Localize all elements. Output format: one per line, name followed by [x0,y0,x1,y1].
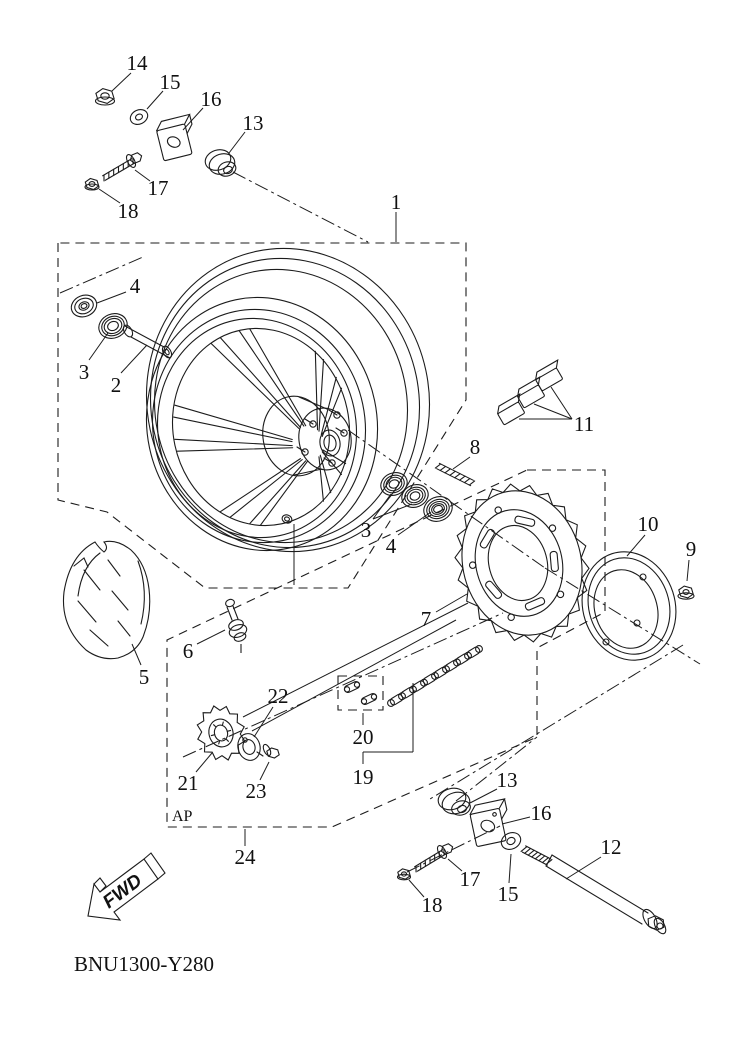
callout-23: 23 [245,779,267,803]
callout-leader-8 [453,457,470,469]
callout-18: 18 [117,199,139,223]
callout-leader-7 [436,594,467,612]
part-2-spacer-collar [122,324,174,360]
callout-12: 12 [600,835,622,859]
assembly-box-chain [167,470,605,827]
callout-13: 13 [242,111,264,135]
part-8-stud [435,463,474,485]
callout-17: 17 [147,176,169,200]
part-22-retainer-plate [235,731,263,763]
callout-2: 2 [110,373,122,397]
centerlines [60,172,700,872]
callout-11: 11 [573,412,595,436]
part-14-flange-nut [96,89,115,105]
callout-9: 9 [685,537,697,561]
callout-leader-15 [509,854,511,883]
part-13-adjuster-top [203,146,238,178]
part-9-nut [678,586,694,599]
callout-leader-21 [196,753,212,772]
part-20-master-link [343,680,378,705]
callout-16: 16 [200,87,222,111]
callout-10: 10 [637,512,659,536]
part-12-axle [521,846,668,936]
callout-4: 4 [385,534,397,558]
callout-leader-23 [260,762,269,780]
callout-22: 22 [267,684,289,708]
part-17-bolt-bottom [415,844,453,872]
part-18-nut-top [85,179,99,191]
callout-leader-16 [502,817,530,824]
part-11-balance-weights [495,360,568,425]
callout-leader-11 [551,387,572,419]
part-4-oil-seal-left [68,291,100,320]
callout-leader-16 [183,108,203,130]
callout-15: 15 [497,882,519,906]
part-21-drive-sprocket [197,706,244,760]
callout-18: 18 [421,893,443,917]
callout-3: 3 [78,360,90,384]
callout-1: 1 [390,190,402,214]
fwd-arrow [88,853,165,920]
part-4-oil-seal-right [420,492,456,525]
callout-6: 6 [182,639,194,663]
callout-leader-6 [197,630,225,644]
callout-leader-4 [398,512,431,535]
fwd-label: FWD [99,870,147,914]
callout-3: 3 [360,518,372,542]
callout-19: 19 [352,765,374,789]
callout-16: 16 [530,801,552,825]
part-16-adjust-block-top [155,114,199,161]
callout-17: 17 [459,867,481,891]
part-18-nut-bottom [398,869,411,880]
callout-leader-13 [229,132,245,153]
part-23-bolt [262,743,279,758]
callout-leader-4 [97,292,126,303]
ap-label: AP [172,808,193,825]
callout-leader-9 [687,560,689,581]
part-17-bolt-top [103,153,142,181]
callout-24: 24 [234,845,256,869]
callout-8: 8 [469,435,481,459]
part-13-adjuster-bottom [436,785,472,817]
part-5-rim-band [63,541,149,658]
callout-13: 13 [496,768,518,792]
part-1-rear-wheel [118,222,457,585]
callout-20: 20 [352,725,374,749]
part-7-driven-sprocket [446,477,598,649]
callout-leader-3 [89,333,108,360]
callout-7: 7 [420,607,432,631]
drawing-code: BNU1300-Y280 [74,952,214,976]
callout-leader-11 [534,404,572,419]
callout-4: 4 [129,274,141,298]
callout-leader-14 [112,73,131,91]
callout-14: 14 [126,51,148,75]
part-15-washer-top [128,107,150,127]
callout-15: 15 [159,70,181,94]
part-19-drive-chain [388,646,483,707]
callout-5: 5 [138,665,150,689]
callout-leader-22 [254,707,273,737]
callout-leader-2 [121,345,147,373]
callout-21: 21 [177,771,199,795]
callout-leader-12 [566,857,601,879]
